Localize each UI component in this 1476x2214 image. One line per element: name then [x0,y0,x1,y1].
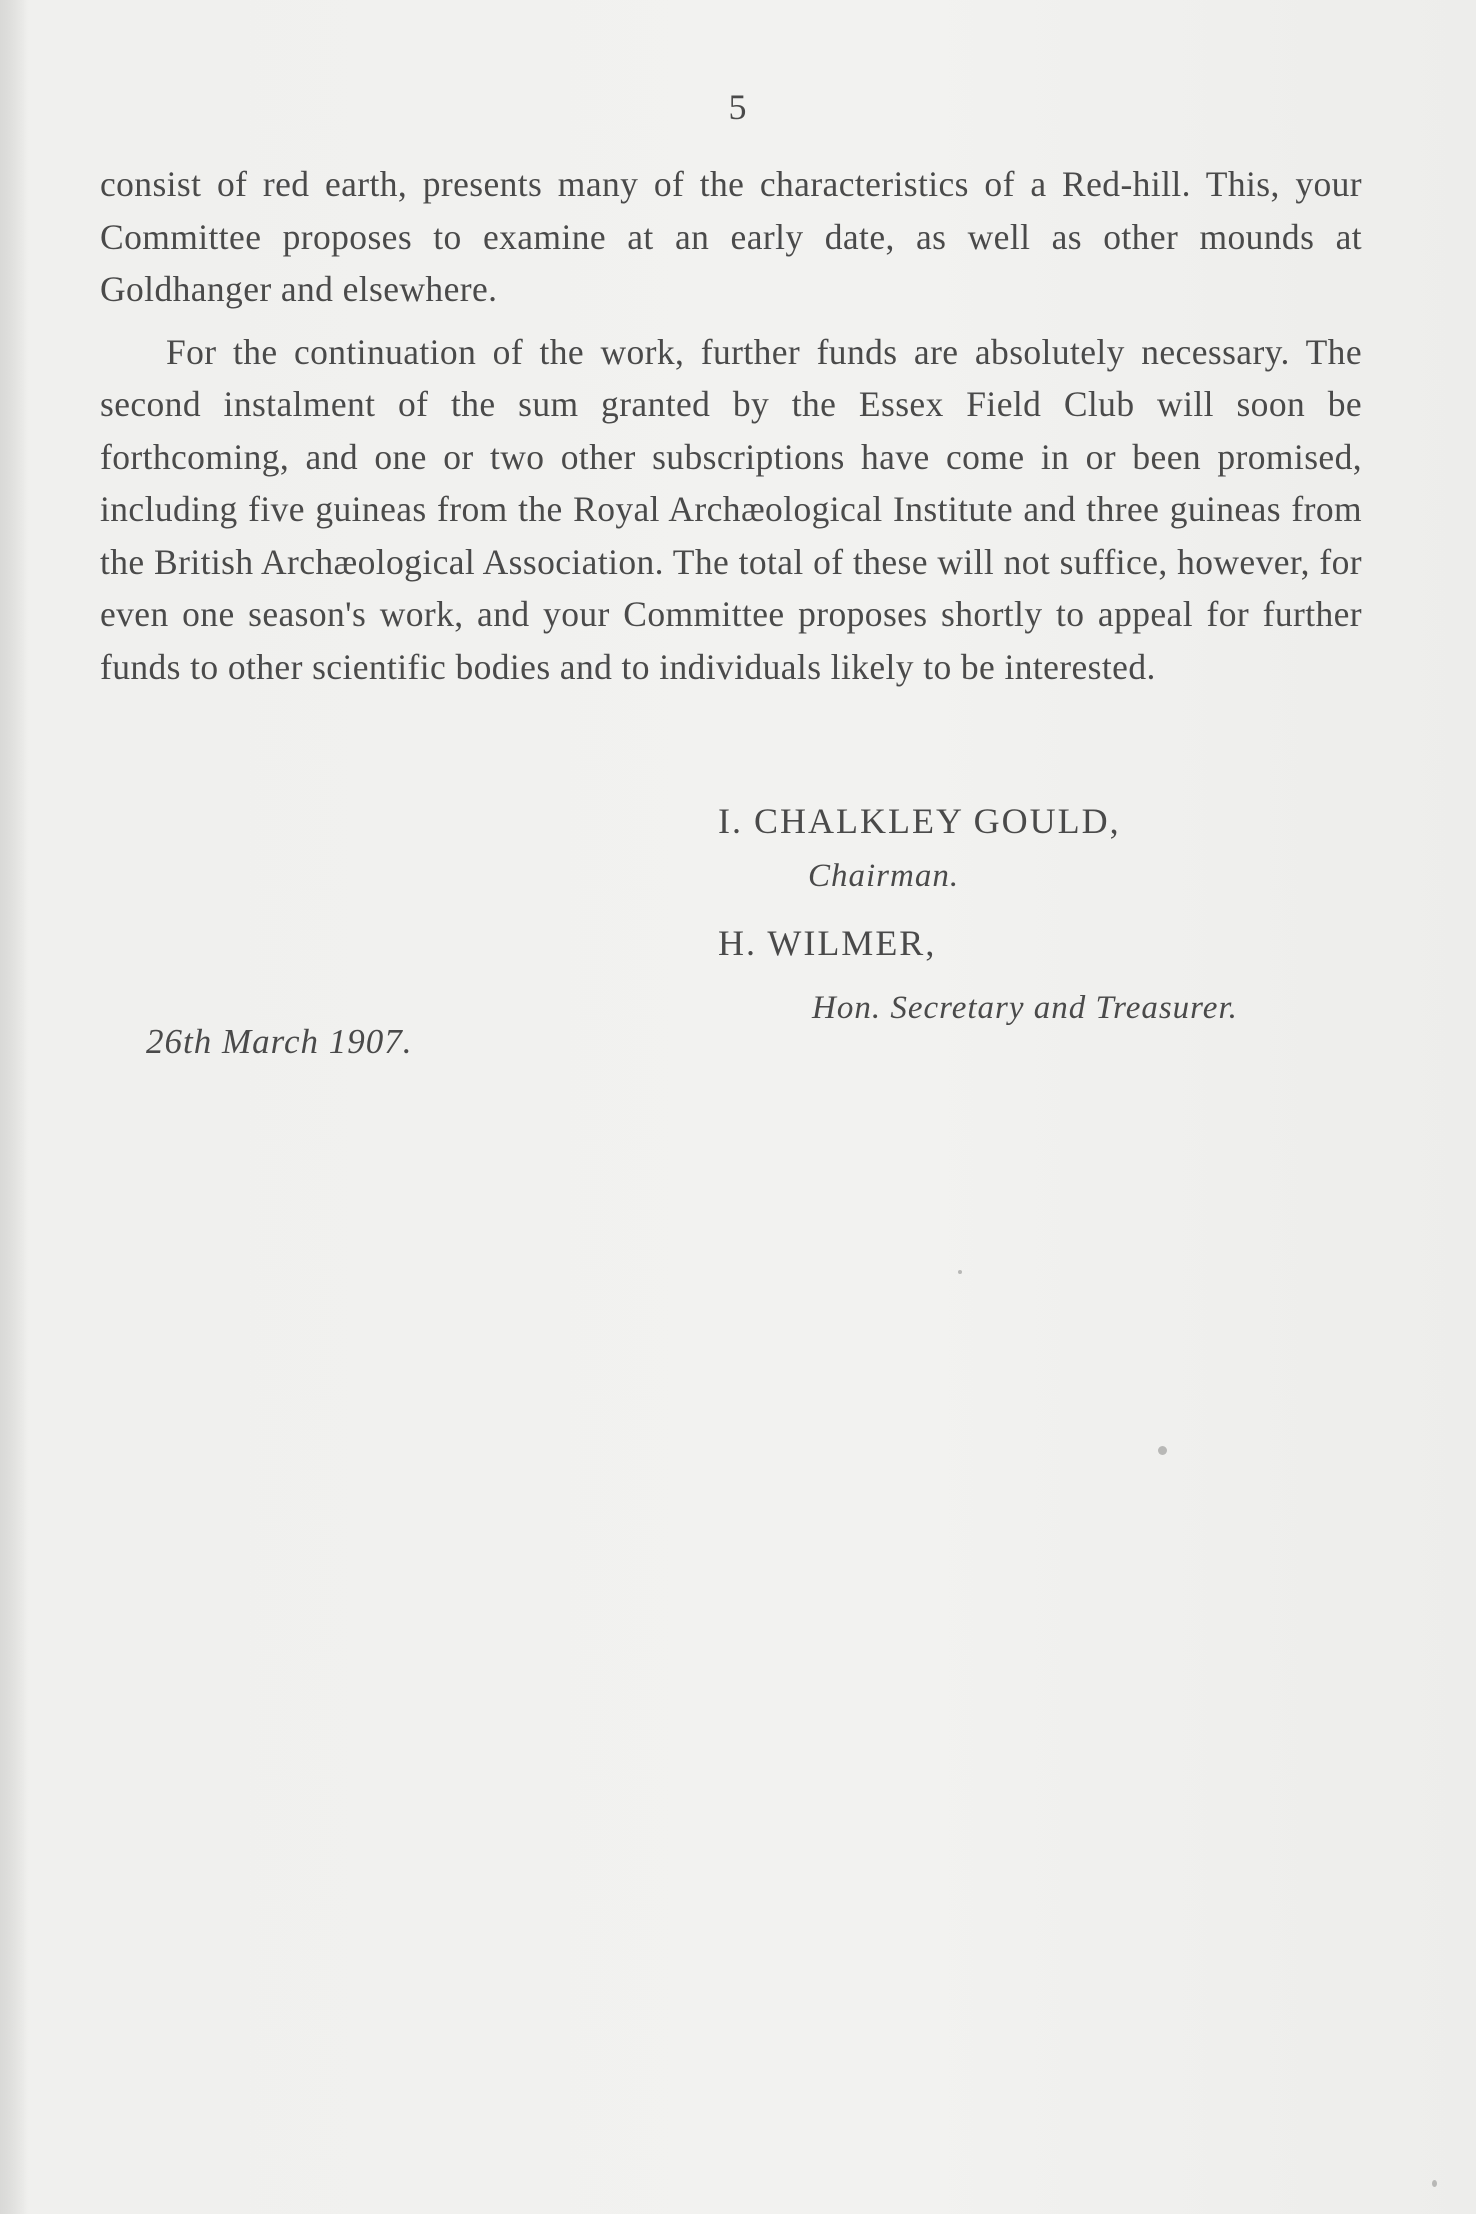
paper-speck [958,1270,962,1274]
page-number: 5 [728,87,748,127]
paper-speck [1158,1446,1167,1455]
page-spine-shadow [0,0,28,2214]
signatory-secretary-name: H. WILMER, [718,923,937,963]
signatory-chairman-name: I. CHALKLEY GOULD, [718,801,1121,841]
body-text [100,158,1362,693]
signatory-chairman-role: Chairman. [808,858,960,894]
paragraph-2: For the continuation of the work, further funds are absolutely necessary. The second instalment of the sum granted by the Essex Field Club will soon be forthcoming, and one or two other subscriptions have come in or been promised, including five guineas from the Royal Archæological Institute and three guineas from the British Archæological Association. The total of these will not suffice, however, for even one season's work, and your Committee proposes shortly to appeal for further funds to other scientific bodies and to individuals likely to be interested. [100,331,1362,687]
paper-speck [1432,2180,1437,2187]
document-date: 26th March 1907. [146,1022,413,1061]
paragraph-1: consist of red earth, presents many of the characteristics of a Red-hill. This, your Committee proposes to examine at an early date, as well as other mounds at Goldhanger and elsewhere. [100,164,1362,309]
signatory-secretary-role: Hon. Secretary and Treasurer. [812,990,1238,1026]
